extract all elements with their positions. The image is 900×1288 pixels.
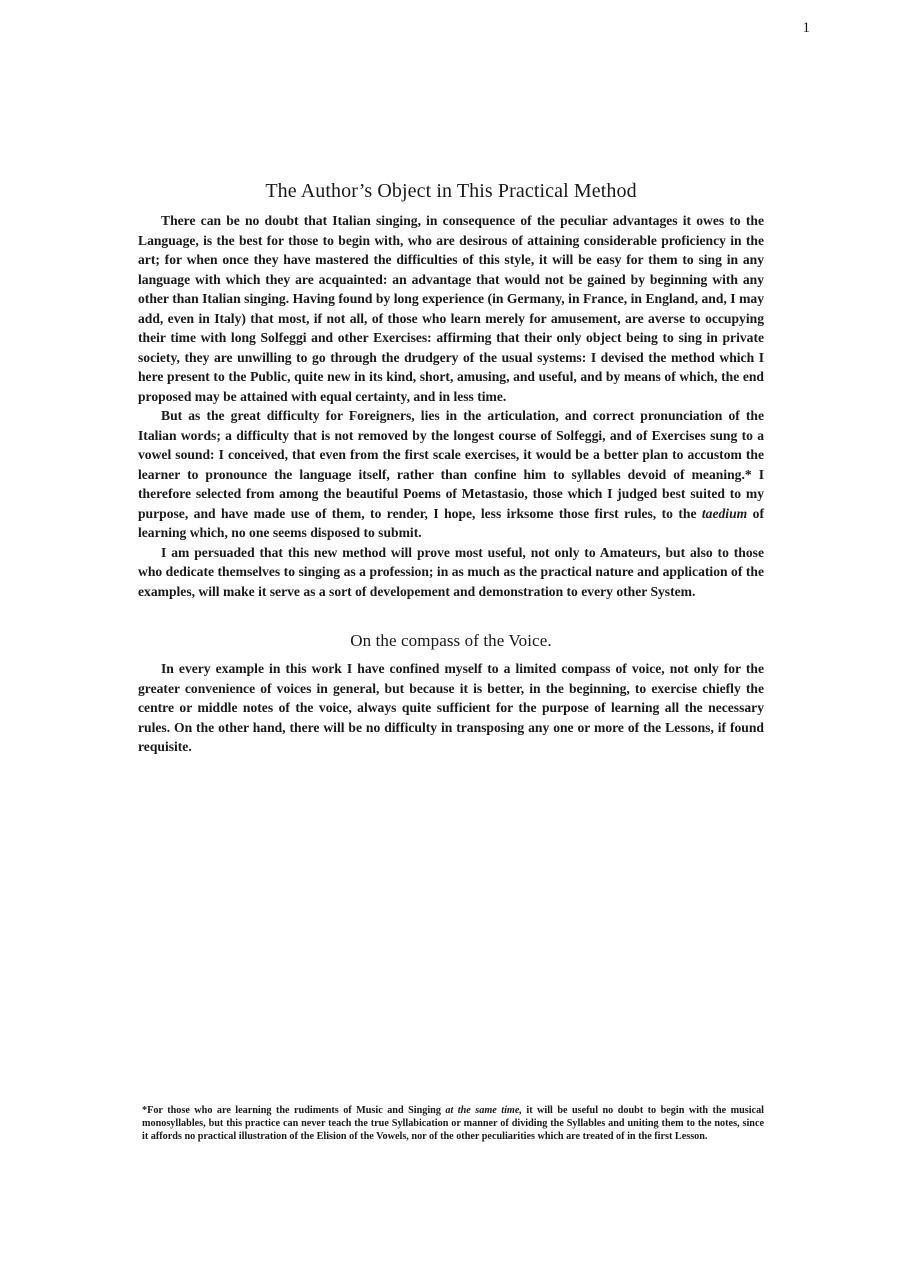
section-title-authors-object: The Author’s Object in This Practical Method — [265, 180, 637, 202]
page-number: 1 — [802, 20, 810, 36]
italic-taedium: taedium — [701, 505, 748, 521]
paragraph-compass-voice: In every example in this work I have confined myself to a limited compass of voice, not only for the greater convenience of voices in general, but because it is better, in the beginning, to exercise chiefly the centre or middle notes of the voice, always quite sufficient for the purpose of learning all the necessary rules. On the other hand, there will be no difficulty in transposing any one or more of the Lessons, if found requisite. — [138, 661, 764, 754]
paragraph-pronunciation-end: of learning which, no one seems disposed to submit. — [138, 505, 764, 540]
main-content — [138, 180, 764, 757]
footnote-end: it will be useful no doubt to begin with the musical monosyllables, but this practice can never teach the true Syllabication or manner of dividing the Syllables and uniting them to the notes, since it affords no practical illustration of the Elision of the Vowels, nor of the other peculiarities which are treated of in the first Lesson. — [142, 1105, 764, 1142]
paragraph-pronunciation — [138, 406, 764, 543]
paragraph-italian-singing: There can be no doubt that Italian singing, in consequence of the peculiar advantages it owes to the Language, is the best for those to begin with, who are desirous of attaining considerable proficiency in the art; for when once they have mastered the difficulties of this style, it will be easy for them to sing in any language with which they are acquainted: an advantage that would not be gained by beginning with any other than Italian singing. Having found by long experience (in Germany, in France, in England, and, I may add, even in Italy) that most, if not all, of those who learn merely for amusement, are averse to occupying their time with long Solfeggi and other Exercises: affirming that their only object being to sing in private society, they are unwilling to go through the drudgery of the usual systems: I devised the method which I here present to the Public, quite new in its kind, short, amusing, and useful, and by means of which, the end proposed may be attained with equal certainty, and in less time. — [138, 213, 764, 404]
footnote — [142, 1104, 764, 1143]
section-title-compass: On the compass of the Voice. — [350, 631, 552, 650]
footnote-start: *For those who are learning the rudiments of Music and Singing — [142, 1105, 441, 1116]
footnote-italic: at the same time, — [445, 1105, 522, 1116]
paragraph-pronunciation-text: But as the great difficulty for Foreigners, lies in the articulation, and correct pronunciation of the Italian words; a difficulty that is not removed by the longest course of Solfeggi, and of Exercises sung to a vowel sound: I conceived, that even from the first scale exercises, it would be a better plan to accustom the learner to pronounce the language itself, rather than confine him to syllables devoid of meaning.* I therefore selected from among the beautiful Poems of Metastasio, those which I judged best suited to my purpose, and have made use of them, to render, I hope, less irksome those first rules, to the — [138, 408, 764, 521]
paragraph-new-method: I am persuaded that this new method will prove most useful, not only to Amateurs, but also to those who dedicate themselves to singing as a profession; in as much as the practical nature and application of the examples, will make it serve as a sort of developement and demonstration to every other System. — [138, 544, 764, 599]
